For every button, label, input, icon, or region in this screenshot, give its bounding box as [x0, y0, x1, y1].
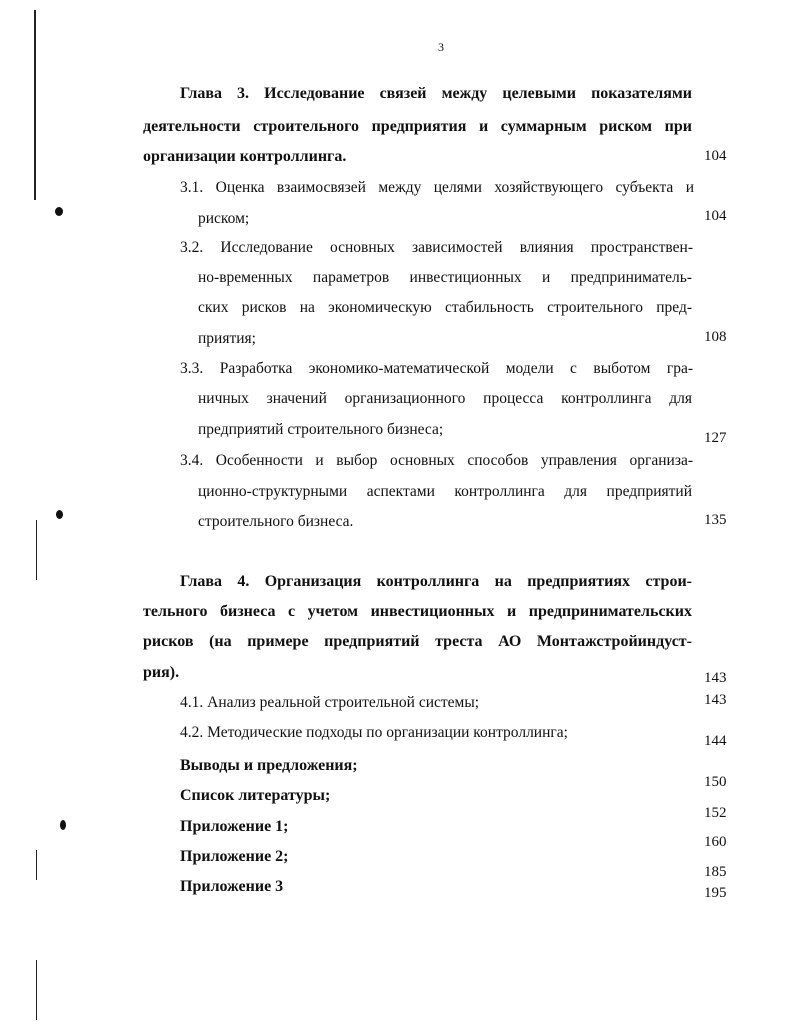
section-3-1-line1: 3.1. Оценка взаимосвязей между целями хозяйствующего субъекта и: [180, 179, 694, 196]
endmatter-appendix-2: Приложение 2;: [180, 848, 289, 865]
section-3-4-line3: строительного бизнеса.: [198, 513, 354, 530]
binder-hole-mark: [60, 820, 66, 830]
section-3-2-line2: но-временных параметров инвестиционных и предприниматель-: [198, 269, 692, 286]
binder-hole-mark: [55, 207, 63, 216]
page-number: 3: [438, 40, 444, 54]
chapter3-heading-line2: деятельности строительного предприятия и суммарным риском при: [143, 118, 692, 135]
section-3-3-line3: предприятий строительного бизнеса;: [198, 421, 444, 438]
section-4-1-page: 143: [704, 692, 727, 708]
chapter3-page: 104: [704, 148, 727, 164]
endmatter-appendix-1-page: 160: [704, 834, 727, 850]
section-3-4-page: 135: [704, 512, 727, 528]
section-3-2-page: 108: [704, 329, 727, 345]
endmatter-appendix-1: Приложение 1;: [180, 818, 289, 835]
chapter3-heading-line1: Глава 3. Исследование связей между целевыми показателями: [180, 85, 692, 102]
section-3-3-line1: 3.3. Разработка экономико-математической модели с выботом гра-: [180, 360, 693, 377]
scan-margin-line: [36, 850, 37, 880]
section-3-2-line1: 3.2. Исследование основных зависимостей влияния пространствен-: [180, 239, 693, 256]
endmatter-appendix-2-page: 185: [704, 864, 727, 880]
chapter4-heading-line2: тельного бизнеса с учетом инвестиционных и предпринимательских: [143, 603, 692, 620]
section-3-2-line3: ских рисков на экономическую стабильность строительного пред-: [198, 299, 692, 316]
scan-margin-line: [34, 10, 36, 200]
scan-margin-line: [36, 520, 37, 580]
endmatter-appendix-3-page: 195: [704, 885, 727, 901]
chapter3-heading-line3: организации контроллинга.: [143, 148, 347, 165]
section-3-3-page: 127: [704, 430, 727, 446]
section-3-3-line2: ничных значений организационного процесса контроллинга для: [198, 390, 692, 407]
scan-margin-line: [36, 960, 37, 1020]
section-3-2-line4: приятия;: [198, 330, 256, 347]
section-4-1-line1: 4.1. Анализ реальной строительной системы;: [180, 694, 480, 711]
section-3-1-page: 104: [704, 208, 727, 224]
binder-hole-mark: [56, 510, 63, 519]
chapter4-page: 143: [704, 670, 727, 686]
section-4-2-line1: 4.2. Методические подходы по организации контроллинга;: [180, 724, 568, 741]
chapter4-heading-line4: рия).: [143, 664, 180, 681]
section-3-1-line2: риском;: [198, 210, 250, 227]
chapter4-heading-line1: Глава 4. Организация контроллинга на предприятиях строи-: [180, 573, 692, 590]
endmatter-appendix-3: Приложение 3: [180, 878, 284, 895]
endmatter-conclusions-page: 150: [704, 774, 727, 790]
endmatter-bibliography-page: 152: [704, 805, 727, 821]
section-3-4-line2: ционно-структурными аспектами контроллинга для предприятий: [198, 483, 692, 500]
chapter4-heading-line3: рисков (на примере предприятий треста АО Монтажстройиндуст-: [143, 633, 692, 650]
endmatter-bibliography: Список литературы;: [180, 787, 331, 804]
section-4-2-page: 144: [704, 733, 727, 749]
endmatter-conclusions: Выводы и предложения;: [180, 757, 358, 774]
section-3-4-line1: 3.4. Особенности и выбор основных способов управления организа-: [180, 452, 693, 469]
